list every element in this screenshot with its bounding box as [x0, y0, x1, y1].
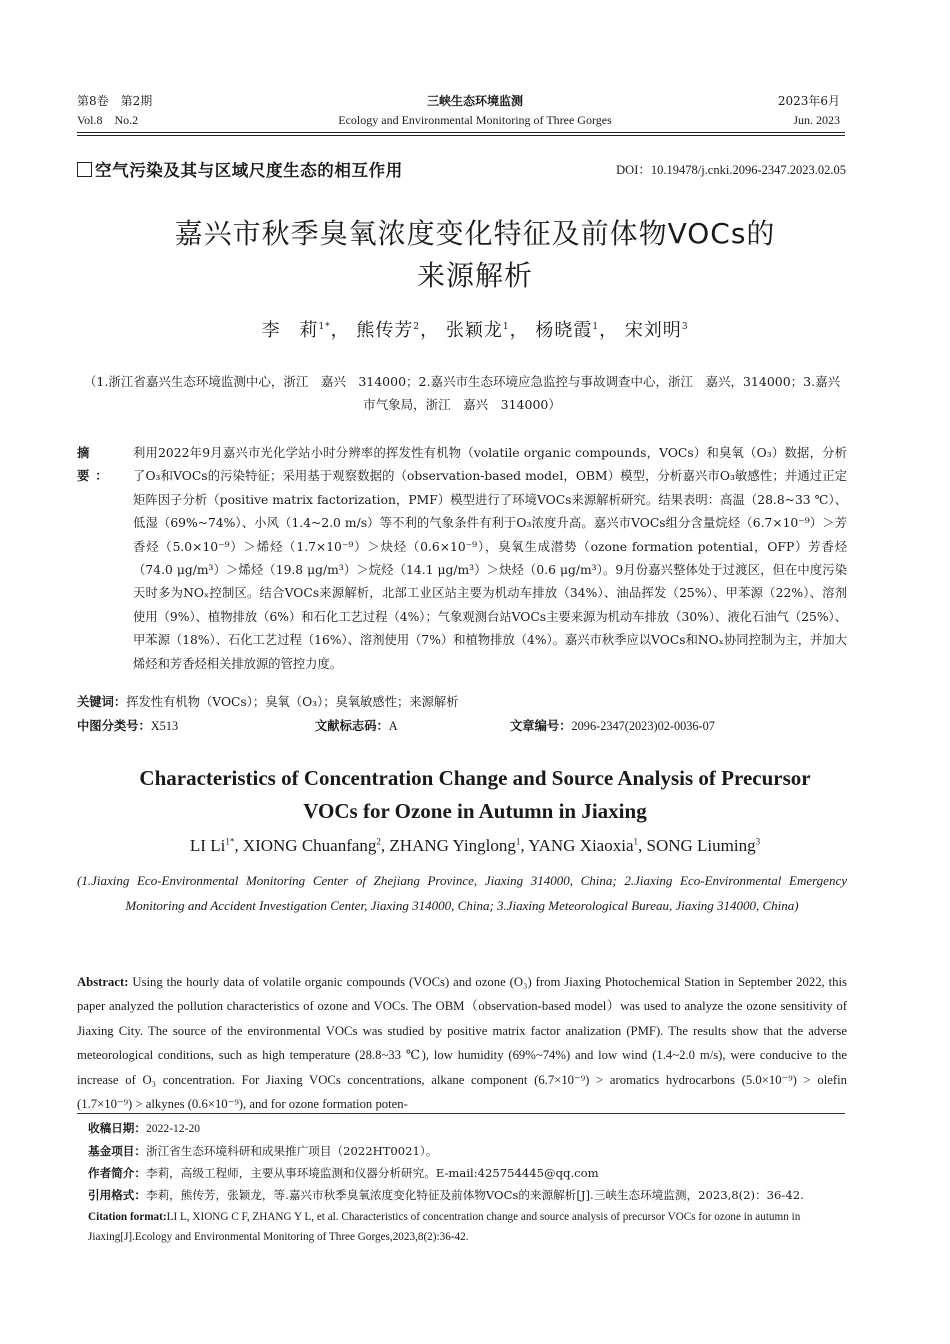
doi[interactable]: DOI：10.19478/j.cnki.2096-2347.2023.02.05	[616, 163, 846, 177]
header-rule-bottom	[77, 135, 845, 136]
author-zh: 熊传芳	[356, 320, 414, 341]
clc-number	[77, 716, 178, 734]
author-sup: 1	[633, 836, 638, 847]
square-icon	[77, 162, 92, 177]
author-info-value: 李莉，高级工程师，主要从事环境监测和仪器分析研究。E-mail:425754445@qq.com	[145, 1166, 599, 1180]
clc-value: X513	[150, 719, 179, 733]
footnote-received	[88, 1118, 848, 1139]
title-zh-line-1: 嘉兴市秋季臭氧浓度变化特征及前体物VOCs的	[174, 217, 776, 250]
author-sup: 3	[681, 322, 689, 332]
volume-issue-en: Vol.8 No.2	[77, 113, 139, 127]
author-sup: 1	[592, 322, 600, 332]
author-zh: 杨晓霞	[535, 320, 593, 341]
header-journal	[260, 92, 690, 130]
authors-zh: 李 莉$^{1*}$， 熊传芳$^2$， 张颖龙$^1$， 杨晓霞$^1$， 宋刘明$^3$	[261, 320, 689, 341]
citation-zh-label: 引用格式：	[88, 1188, 146, 1202]
footnote-rule	[77, 1113, 845, 1114]
received-label: 收稿日期：	[88, 1121, 146, 1135]
section-title: 空气污染及其与区域尺度生态的相互作用	[95, 161, 403, 180]
header-volume	[77, 92, 152, 130]
title-en-line-1: Characteristics of Concentration Change and Source Analysis of Precursor	[139, 766, 811, 790]
doc-label: 文献标志码：	[315, 719, 389, 733]
affiliation-zh: （1.浙江省嘉兴生态环境监测中心，浙江 嘉兴 314000；2.嘉兴市生态环境应急监控与事故调查中心，浙江 嘉兴，314000；3.嘉兴市气象局，浙江 嘉兴 314000）	[83, 374, 841, 412]
author-sup: 2	[376, 836, 381, 847]
journal-title-en: Ecology and Environmental Monitoring of Three Gorges	[338, 113, 612, 127]
fund-value: 浙江省生态环境科研和成果推广项目（2022HT0021）。	[145, 1144, 438, 1158]
article-number	[510, 716, 715, 734]
footnote-fund	[88, 1141, 848, 1162]
article-title-en	[70, 762, 880, 828]
abstract-zh-text: 利用2022年9月嘉兴市光化学站小时分辨率的挥发性有机物（volatile organic compounds，VOCs）和臭氧（O₃）数据，分析了O₃和VOCs的污染特征；采用基于观察数据的（observation-based model，OBM）模型，分析嘉兴市O₃敏感性；并通过正定矩阵因子分析（positive matrix factorization，PMF）模型进行了环境VOCs来源解析研究。结果表明：高温（28.8~33 ℃）、低湿（69%~74%）、小风（1.4~2.0 m/s）等不利的气象条件有利于O₃浓度升高。嘉兴市VOCs组分含量烷烃（6.7×10⁻⁹）＞芳香烃（5.0×10⁻⁹）＞烯烃（1.7×10⁻⁹）＞炔烃（0.6×10⁻⁹），臭氧生成潜势（ozone formation potential，OFP）芳香烃（74.0 μg/m³）＞烯烃（19.8 μg/m³）＞烷烃（14.1 μg/m³）＞炔烃（0.6 μg/m³）。9月份嘉兴整体处于过渡区，但在中度污染天时多为NOₓ控制区。结合VOCs来源解析，北部工业区站主要为机动车排放（34%）、油品挥发（25%）、甲苯源（22%）、溶剂使用（9%）、植物排放（6%）和石化工艺过程（4%）；气象观测台站VOCs主要来源为机动车排放（30%）、液化石油气（25%）、甲苯源（18%）、石化工艺过程（16%）、溶剂使用（7%）和植物排放（4%）。嘉兴市秋季应以VOCs和NOₓ协同控制为主，并加大烯烃和芳香烃相关排放源的管控力度。	[133, 446, 847, 671]
article-title-zh	[60, 213, 890, 297]
author-sup: 1*	[318, 322, 331, 332]
author-en: LI Li	[189, 836, 226, 855]
clc-label: 中图分类号：	[77, 719, 151, 733]
abstract-en-label: Abstract:	[77, 975, 129, 989]
abstract-zh	[77, 442, 847, 676]
keywords-zh	[77, 692, 847, 710]
author-en: ZHANG Yinglong	[389, 836, 516, 855]
footnote-author	[88, 1163, 848, 1184]
received-value: 2022-12-20	[145, 1122, 201, 1135]
citation-en-value: LI L, XIONG C F, ZHANG Y L, et al. Characteristics of concentration change and source analysis of precursor VOCs for ozone in autumn in Jiaxing[J].Ecology and Environmental Monitoring of Three Gorges,2023,8(2):36-42.	[88, 1211, 801, 1243]
author-sup: 1	[502, 322, 510, 332]
author-sup: 3	[755, 836, 761, 847]
abstract-en-text: Using the hourly data of volatile organic compounds (VOCs) and ozone (O₃) from Jiaxing Photochemical Station in September 2022, this paper analyzed the pollution characteristics of ozone and VOCs. The OBM（observation-based model）was used to analyze the ozone sensitivity of Jiaxing City. The source of the environmental VOCs was studied by positive matrix factor analization (PMF). The results show that the adverse meteorological conditions, such as high temperature (28.8~33 ℃), low humidity (69%~74%) and low wind (1.4~2.0 m/s), were conducive to the increase of O₃ concentration. For Jiaxing VOCs concentrations, alkane component (6.7×10⁻⁹) > aromatics hydrocarbons (5.0×10⁻⁹) > olefin (1.7×10⁻⁹) > alkynes (0.6×10⁻⁹), and for ozone formation poten-	[77, 975, 847, 1112]
citation-en-label: Citation format:	[88, 1211, 167, 1223]
volume-issue-zh: 第8卷 第2期	[77, 94, 153, 108]
keywords-zh-text: 挥发性有机物（VOCs）；臭氧（O₃）；臭氧敏感性；来源解析	[126, 695, 459, 709]
fund-label: 基金项目：	[88, 1144, 146, 1158]
citation-zh-value: 李莉，熊传芳，张颖龙，等.嘉兴市秋季臭氧浓度变化特征及前体物VOCs的来源解析[J].三峡生态环境监测，2023,8(2)：36-42.	[145, 1188, 804, 1202]
author-en: SONG Liuming	[646, 836, 756, 855]
doc-value: A	[388, 719, 398, 733]
affiliation-en: (1.Jiaxing Eco-Environmental Monitoring Center of Zhejiang Province, Jiaxing 314000, China; 2.Jiaxing Eco-Environmental Emergency Monitoring and Accident Investigation Center, Jiaxing 314000, China; 3.Jiaxing Meteorological Bureau, Jiaxing 314000, China)	[77, 873, 847, 913]
footnote-citation-en	[88, 1207, 848, 1247]
author-zh: 李 莉	[261, 320, 319, 341]
title-zh-line-2: 来源解析	[416, 259, 533, 292]
header-rule-top	[77, 132, 845, 133]
author-zh: 宋刘明	[624, 320, 682, 341]
footnote-citation-zh	[88, 1185, 848, 1206]
abstract-en	[77, 970, 847, 1116]
article-value: 2096-2347(2023)02-0036-07	[571, 719, 715, 733]
header-date	[640, 92, 840, 130]
doc-code	[315, 716, 398, 734]
issue-date-en: Jun. 2023	[793, 113, 840, 127]
author-zh: 张颖龙	[445, 320, 503, 341]
author-en: XIONG Chuanfang	[242, 836, 377, 855]
article-label: 文章编号：	[510, 719, 572, 733]
author-info-label: 作者简介：	[88, 1166, 146, 1180]
title-en-line-2: VOCs for Ozone in Autumn in Jiaxing	[303, 799, 647, 823]
author-sup: 1*	[225, 836, 235, 847]
authors-en: LI $Li^{1*}$, XIONG Chuanfang$^2$, ZHANG Yinglong$^1$, YANG Xiaoxia$^1$, SONG Liuming$^3$	[189, 836, 761, 855]
author-sup: 2	[413, 322, 421, 332]
abstract-zh-label: 摘 要：	[77, 446, 114, 484]
keywords-zh-label: 关键词：	[77, 695, 127, 709]
author-en: YANG Xiaoxia	[528, 836, 634, 855]
author-sup: 1	[515, 836, 521, 847]
section-heading	[77, 157, 403, 181]
journal-title-zh: 三峡生态环境监测	[426, 94, 523, 108]
issue-date-zh: 2023年6月	[777, 94, 840, 108]
